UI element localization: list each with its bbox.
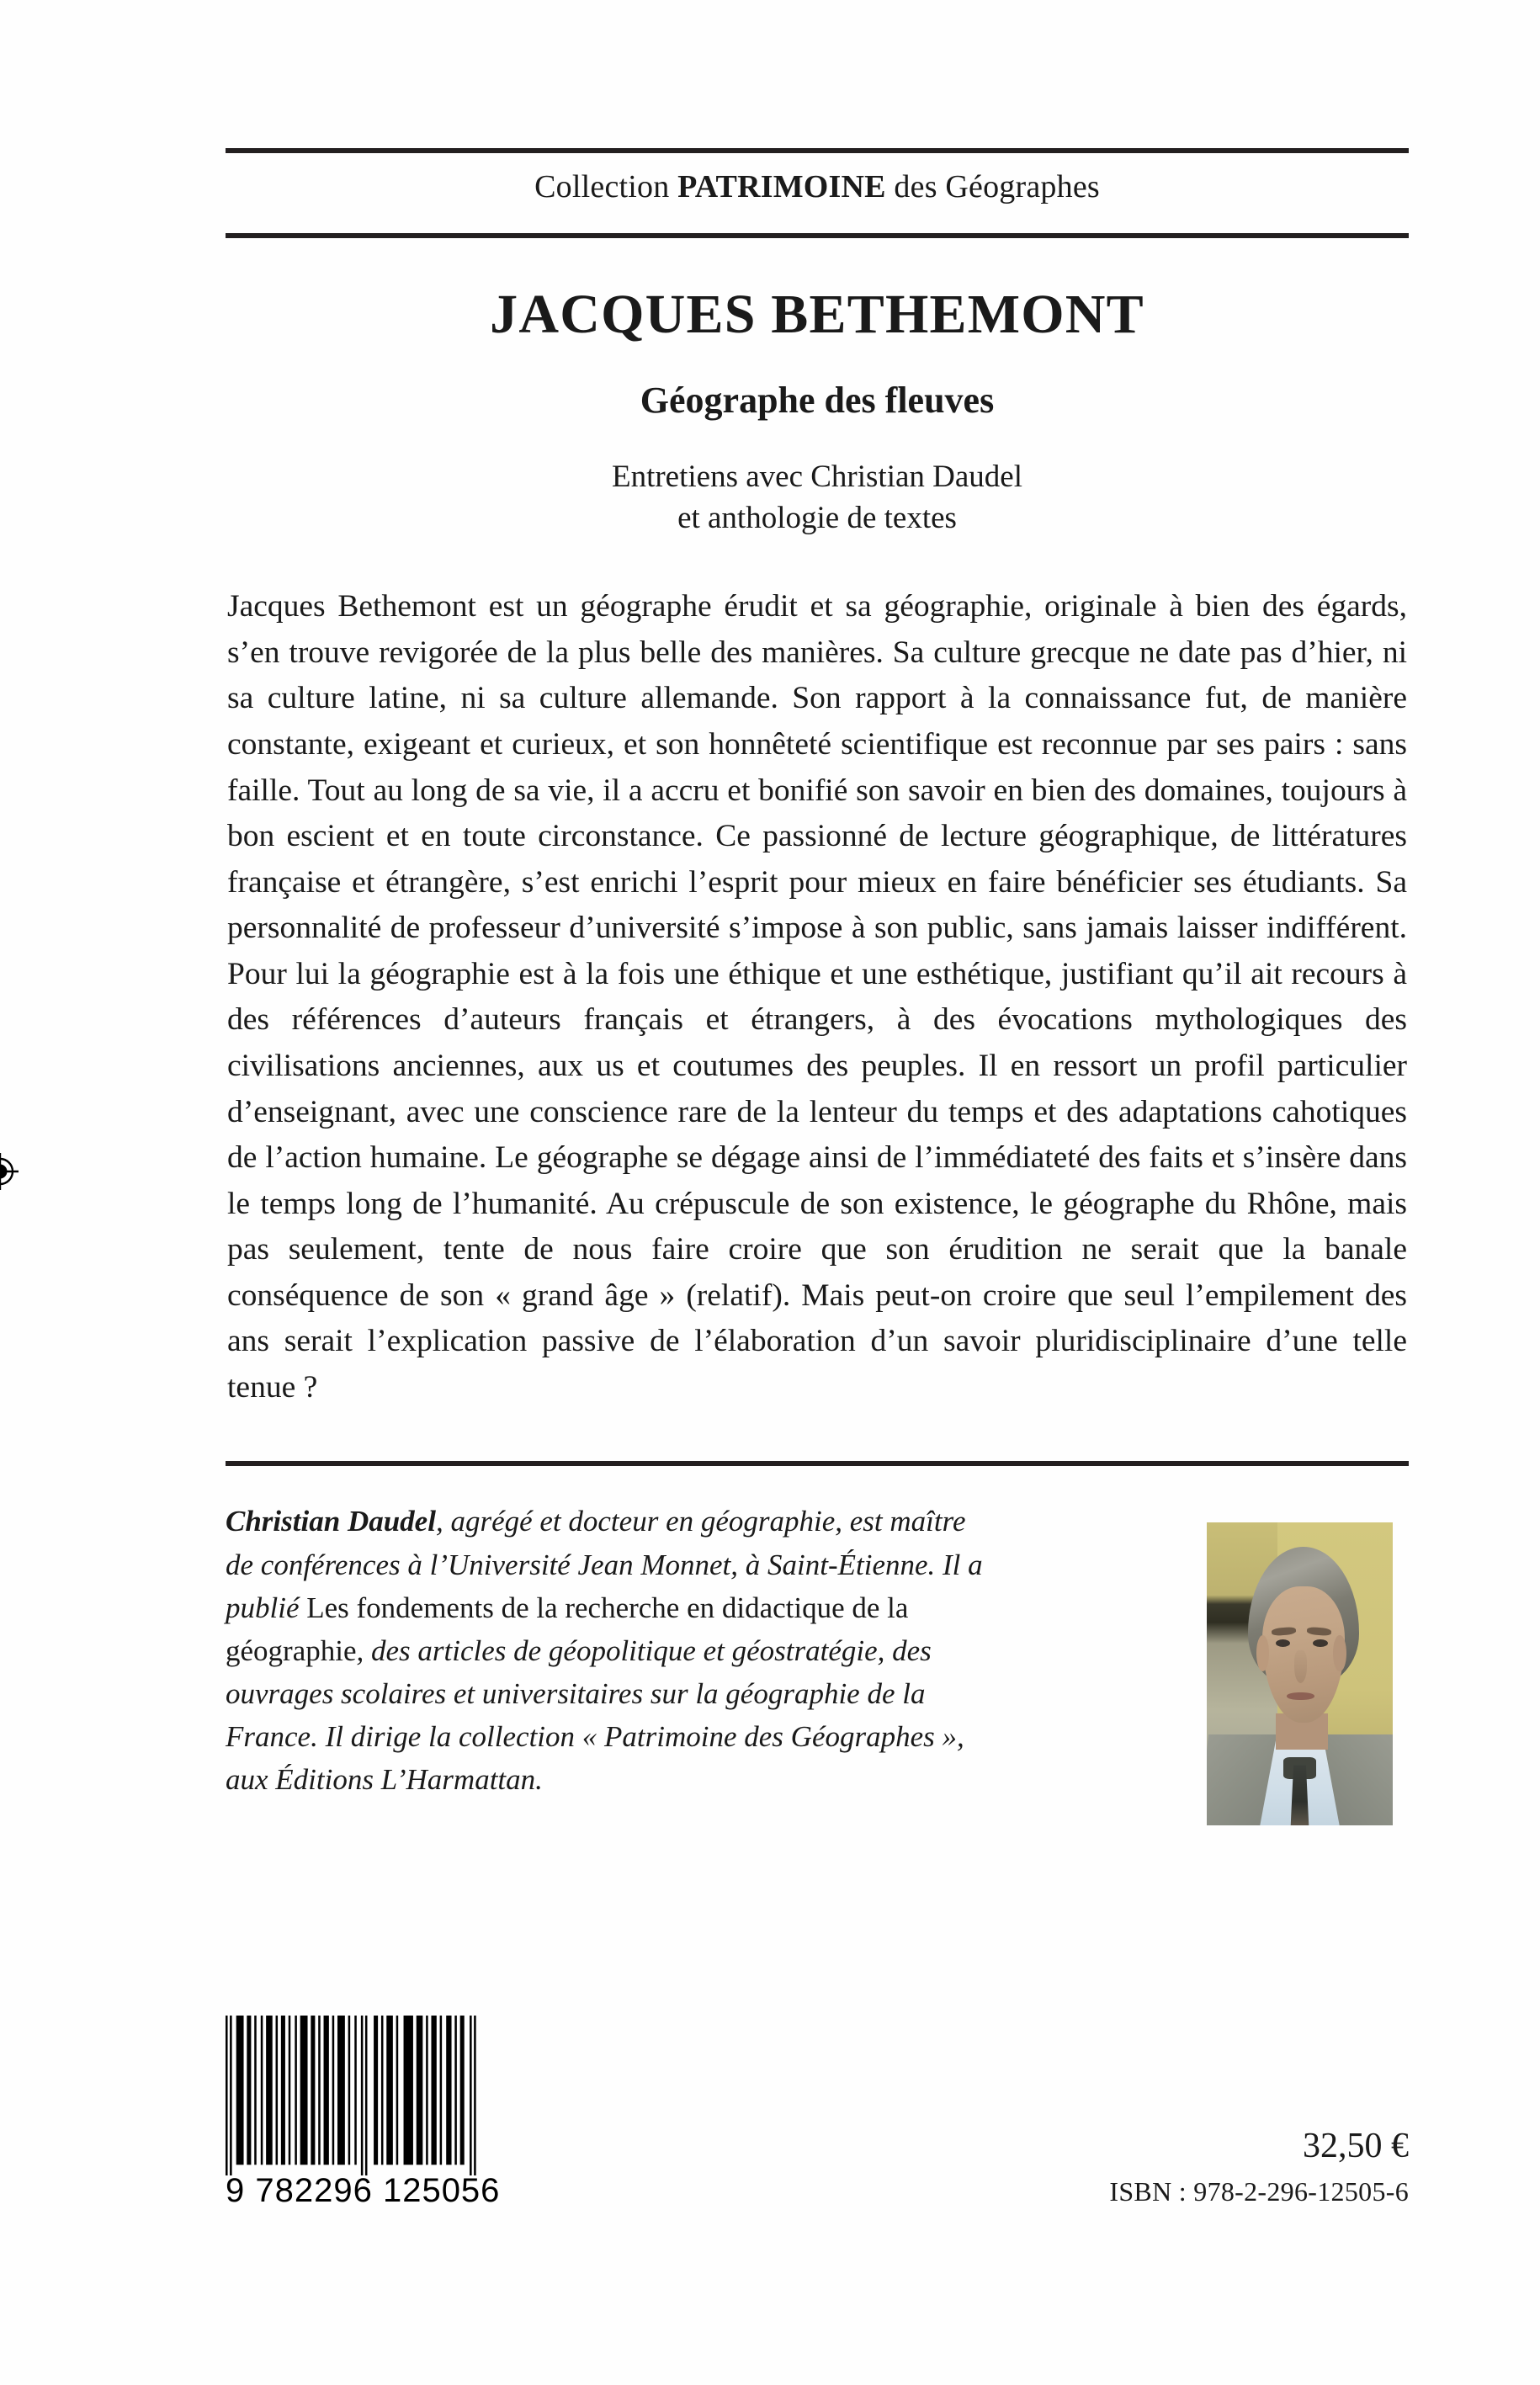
bio-published-lead: Il a publié [226,1548,983,1624]
collection-prefix: Collection [534,169,678,205]
barcode-digits: 9 782296 125056 [226,2172,501,2209]
barcode-bars [226,2016,545,2175]
credit-line-1: Entretiens avec Christian Daudel [611,459,1023,494]
photo-ear-left [1256,1635,1269,1671]
collection-line [226,153,1409,219]
book-subtitle: Géographe des fleuves [640,380,995,422]
cover-content-column [226,0,1409,1828]
collection-name: PATRIMOINE [677,169,886,205]
collection-suffix: des Géographes [885,169,1100,205]
barcode [226,2016,562,2210]
blurb-text: Jacques Bethemont est un géographe érudit et sa géographie, originale à bien des égards, s’en trouve revigorée de la plus belle des manières. Sa culture grecque ne date pas d’hier, ni sa culture latine, ni sa culture allemande. Son rapport à la connaissance fut, de manière constante, exigeant et curieux, et son honnêteté scientifique est reconnue par ses pairs : sans faille. Tout au long de sa vie, il a accru et bonifié son savoir en bien des domaines, toujours à bon escient et en toute circonstance. Ce passionné de lecture géographique, de littératures française et étrangère, s’est enrichi l’esprit pour mieux en faire bénéficier ses étudiants. Sa personnalité de professeur d’université s’impose à son public, sans jamais laisser indifférent. Pour lui la géographie est à la fois une éthique et une esthétique, justifiant qu’il ait recours à des références d’auteurs français et étrangers, à des évocations mythologiques des civilisations anciennes, aux us et coutumes des peuples. Il en ressort un profil particulier d’enseignant, avec une conscience rare de la lenteur du temps et des adaptations cahotiques de l’action humaine. Le géographe se dégage ainsi de l’immédiateté des faits et s’insère dans le temps long de l’humanité. Au crépuscule de son existence, le géographe du Rhône, mais pas seulement, tente de nous faire croire que son érudition ne serait que la banale conséquence de son « grand âge » (relatif). Mais peut-on croire que seul l’empilement des ans serait l’explication passive de l’élaboration d’un savoir pluridisciplinaire d’une telle tenue ? [227,589,1407,1405]
photo-ear-right [1333,1635,1346,1671]
isbn: ISBN : 978-2-296-12505-6 [1109,2176,1409,2207]
avatar [1207,1522,1393,1825]
bio-block [226,1500,1409,1828]
price: 32,50 € [1303,2127,1409,2165]
bio-text [226,1500,1000,1801]
credit-line-2: et anthologie de textes [677,500,957,535]
rule-under-collection [226,233,1409,238]
bio-work-title: Les fondements de la recherche en didactique de la géographie [226,1591,909,1667]
price-block [1109,2125,1409,2208]
cover-footer [0,2016,1540,2285]
registration-mark-icon [0,1153,19,1190]
rule-above-bio [226,1461,1409,1466]
page-title: JACQUES BETHEMONT [490,283,1144,345]
bio-part-2: , des articles de géopolitique et géostratégie, des ouvrages scolaires et universitaires sur la géographie de la France. Il dirige la collection « Patrimoine des Géographes », aux Éditions L’Harmattan. [226,1633,964,1797]
bio-author-name: Christian Daudel [226,1505,436,1538]
bio-part-1: , agrégé et docteur en géographie, est maître de conférences à l’Université Jean Monnet, à Saint-Étienne. [226,1505,966,1581]
credits-block [226,457,1409,539]
